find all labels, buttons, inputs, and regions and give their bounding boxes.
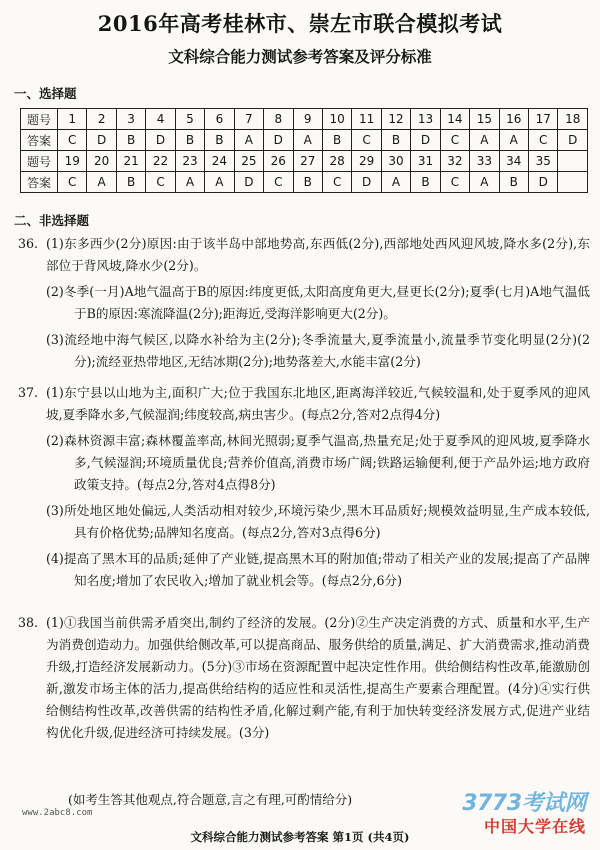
answer-cell: D <box>146 130 175 151</box>
exam-title: 2016年高考桂林市、崇左市联合模拟考试 <box>97 11 503 36</box>
answer-cell: 9 <box>293 109 322 130</box>
answer-cell: D <box>234 172 263 193</box>
answer-cell: 2 <box>87 109 116 130</box>
answer-cell: 8 <box>264 109 293 130</box>
answer-cell: D <box>411 130 440 151</box>
answer-cell: A <box>499 130 528 151</box>
answer-table-row <box>21 130 588 151</box>
answer-cell: 16 <box>499 109 528 130</box>
answer-part: (3)所处地区地处偏远,人类活动相对较少,环境污染少,黑木耳品质好;规模效益明显,生产成本较低,具有价格优势;品牌知名度高。(每点2分,答对3点得6分) <box>46 503 590 540</box>
question-36 <box>16 233 590 377</box>
answer-part: (3)流经地中海气候区,以降水补给为主(2分);冬季流量大,夏季流量小,流量季节变化明显(2分)(2分);流经亚热带地区,无结冰期(2分);地势落差大,水能丰富(2分) <box>46 332 590 369</box>
answer-cell: 12 <box>381 109 410 130</box>
answer-cell: D <box>264 130 293 151</box>
answer-cell: C <box>322 172 351 193</box>
answer-cell: B <box>175 130 204 151</box>
answer-cell: A <box>87 172 116 193</box>
answer-cell: 4 <box>146 109 175 130</box>
answer-cell: 24 <box>205 151 234 172</box>
logo-text-bottom: 中国大学在线 <box>483 817 586 836</box>
answer-table-row <box>21 172 588 193</box>
answer-cell: B <box>381 130 410 151</box>
answer-cell: A <box>381 172 410 193</box>
answer-cell: C <box>529 130 558 151</box>
question-number: 38. <box>18 615 39 630</box>
logo-text-top: 3773考试网 <box>462 791 586 816</box>
answer-key-table <box>20 108 588 193</box>
answer-part: (1)东宁县以山地为主,面积广大;位于我国东北地区,距离海洋较近,气候较温和,处于夏季风的迎风坡,夏季降水多,气候湿润;纬度较高,病虫害少。(每点2分,答对2点得4分) <box>46 385 590 422</box>
question-number: 36. <box>18 236 39 251</box>
answer-cell: 33 <box>470 151 499 172</box>
grading-note: (如考生答其他观点,符合题意,言之有理,可酌情给分) <box>68 792 353 807</box>
answer-cell: 26 <box>264 151 293 172</box>
question-number: 37. <box>18 385 39 400</box>
answer-cell: 29 <box>352 151 381 172</box>
answer-cell: 34 <box>499 151 528 172</box>
answer-cell: A <box>234 130 263 151</box>
question-37 <box>16 382 590 596</box>
answer-cell: B <box>293 172 322 193</box>
answer-cell: 32 <box>440 151 469 172</box>
answer-cell: C <box>146 172 175 193</box>
answer-cell: 13 <box>411 109 440 130</box>
answer-part: (4)提高了黑木耳的品质;延伸了产业链,提高黑木耳的附加值;带动了相关产业的发展;提高了产品牌知名度;增加了农民收入;增加了就业机会等。(每点2分,6分) <box>46 551 590 588</box>
answer-cell: 10 <box>322 109 351 130</box>
answer-cell: 28 <box>322 151 351 172</box>
answer-cell: A <box>470 130 499 151</box>
answer-cell: A <box>293 130 322 151</box>
answer-cell <box>558 172 588 193</box>
answer-cell: D <box>529 172 558 193</box>
answer-cell: B <box>205 130 234 151</box>
answer-cell: B <box>116 130 145 151</box>
page-footer: 文科综合能力测试参考答案 第1页 (共4页) <box>190 830 410 844</box>
answer-cell: C <box>352 130 381 151</box>
answer-cell: 1 <box>58 109 87 130</box>
section-heading-nonchoice: 二、非选择题 <box>14 213 90 228</box>
answer-cell: A <box>470 172 499 193</box>
answer-part: (1)东多西少(2分)原因:由于该半岛中部地势高,东西低(2分),西部地处西风迎风坡,降水多(2分),东部位于背风坡,降水少(2分)。 <box>46 236 590 273</box>
answer-part: (2)森林资源丰富;森林覆盖率高,林间光照弱;夏季气温高,热量充足;处于夏季风的迎风坡,夏季降水多,气候湿润;环境质量优良;营养价值高,消费市场广阔;铁路运输便利,便于产品外运;地方政府政策支持。(每点2分,答对4点得8分) <box>46 433 590 492</box>
answer-table-row <box>21 109 588 130</box>
answer-cell: 3 <box>116 109 145 130</box>
answer-cell: 25 <box>234 151 263 172</box>
row-label: 题号 <box>21 151 58 172</box>
row-label: 题号 <box>21 109 58 130</box>
answer-table-row <box>21 151 588 172</box>
answer-cell <box>558 151 588 172</box>
answer-cell: 14 <box>440 109 469 130</box>
answer-cell: B <box>116 172 145 193</box>
row-label: 答案 <box>21 130 58 151</box>
answer-cell: C <box>58 172 87 193</box>
answer-cell: 20 <box>87 151 116 172</box>
answer-cell: 35 <box>529 151 558 172</box>
exam-subtitle: 文科综合能力测试参考答案及评分标准 <box>168 48 432 66</box>
answer-cell: 17 <box>529 109 558 130</box>
answer-cell: 5 <box>175 109 204 130</box>
answer-cell: 19 <box>58 151 87 172</box>
answer-cell: 7 <box>234 109 263 130</box>
answer-cell: 21 <box>116 151 145 172</box>
answer-cell: 11 <box>352 109 381 130</box>
answer-cell: 15 <box>470 109 499 130</box>
section-heading-choice: 一、选择题 <box>14 86 77 101</box>
answer-part: (1)①我国当前供需矛盾突出,制约了经济的发展。(2分)②生产决定消费的方式、质量和水平,生产为消费创造动力。加强供给侧改革,可以提高商品、服务供给的质量,满足、扩大消费需求,推动消费升级,打造经济发展新动力。(5分)③市场在资源配置中起决定性作用。供给侧结构性改革,能激励创新,激发市场主体的活力,提高供给结构的适应性和灵活性,提高生产要素合理配置。(4分)④实行供给侧结构性改革,改善供需的结构性矛盾,化解过剩产能,有利于加快转变经济发展方式,促进产业结构优化升级,促进经济可持续发展。(3分) <box>46 615 590 740</box>
watermark-url: www.2abc8.com <box>22 808 93 818</box>
answer-cell: A <box>205 172 234 193</box>
answer-cell: 6 <box>205 109 234 130</box>
answer-cell: 22 <box>146 151 175 172</box>
answer-cell: C <box>440 130 469 151</box>
answer-cell: 30 <box>381 151 410 172</box>
answer-cell: D <box>352 172 381 193</box>
answer-cell: A <box>175 172 204 193</box>
answer-part: (2)冬季(一月)A地气温高于B的原因:纬度更低,太阳高度角更大,昼更长(2分);夏季(七月)A地气温低于B的原因:寒流降温(2分);距海近,受海洋影响更大(2分)。 <box>46 284 590 321</box>
answer-cell: 27 <box>293 151 322 172</box>
question-38 <box>16 612 590 748</box>
row-label: 答案 <box>21 172 58 193</box>
answer-cell: D <box>558 130 588 151</box>
answer-cell: 23 <box>175 151 204 172</box>
answer-cell: 18 <box>558 109 588 130</box>
answer-cell: C <box>58 130 87 151</box>
answer-cell: B <box>322 130 351 151</box>
answer-cell: 31 <box>411 151 440 172</box>
answer-cell: B <box>499 172 528 193</box>
answer-cell: C <box>440 172 469 193</box>
answer-cell: D <box>87 130 116 151</box>
answer-cell: C <box>264 172 293 193</box>
answer-cell: B <box>411 172 440 193</box>
